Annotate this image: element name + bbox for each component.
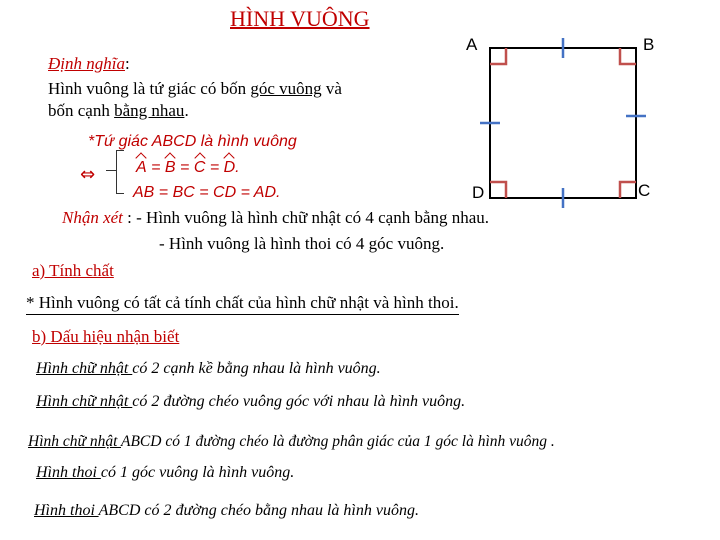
- angle-c: C: [193, 159, 206, 176]
- sign-5-subject: Hình thoi: [34, 502, 99, 519]
- sign-3-subject: Hình chữ nhật: [28, 433, 121, 450]
- sign-2-subject: Hình chữ nhật: [36, 393, 133, 410]
- statement-line-2: [136, 159, 240, 177]
- eq-3: =: [205, 159, 224, 176]
- angle-b: B: [164, 159, 176, 176]
- sign-4-subject: Hình thoi: [36, 464, 101, 481]
- definition-text-1a: Hình vuông là tứ giác có bốn: [48, 79, 251, 98]
- sign-4: [36, 464, 294, 482]
- remark-text-1: : - Hình vuông là hình chữ nhật có 4 cạnh bằng nhau.: [122, 208, 490, 227]
- equivalence-symbol: ⇔: [80, 164, 96, 185]
- definition-text-1b: góc vuông: [250, 79, 322, 98]
- vertex-a-label: A: [466, 35, 478, 54]
- right-angle-d: [490, 182, 506, 198]
- sign-1-subject: Hình chữ nhật: [36, 360, 133, 377]
- statement-end: .: [235, 159, 240, 176]
- statement-line-3: AB = BC = CD = AD.: [133, 184, 281, 201]
- sign-4-text: có 1 góc vuông là hình vuông.: [100, 464, 295, 481]
- vertex-c-label: C: [638, 181, 651, 200]
- definition-text-1c: và: [321, 79, 342, 98]
- section-a-heading: a) Tính chất: [32, 261, 114, 280]
- sign-1: [36, 360, 381, 378]
- eq-1: =: [146, 159, 165, 176]
- angle-a: A: [136, 159, 147, 176]
- sign-3-text: ABCD có 1 đường chéo là đường phân giác của 1 góc là hình vuông .: [121, 433, 555, 450]
- definition-text-2b: bằng nhau: [114, 101, 185, 120]
- sign-1-text: có 2 cạnh kề bằng nhau là hình vuông.: [132, 360, 381, 377]
- definition-label: Định nghĩa: [48, 54, 125, 73]
- definition-line-2: [48, 100, 189, 121]
- brace: [116, 150, 127, 194]
- page-title: HÌNH VUÔNG: [230, 6, 370, 31]
- statement-line-1: *Tứ giác ABCD là hình vuông: [88, 133, 297, 150]
- definition-line-1: [48, 78, 342, 99]
- property-text: * Hình vuông có tất cả tính chất của hình chữ nhật và hình thoi.: [26, 293, 459, 315]
- sign-5-text: ABCD có 2 đường chéo bằng nhau là hình vuông.: [98, 502, 419, 519]
- right-angle-a: [490, 48, 506, 64]
- remark-label: Nhận xét: [62, 208, 123, 227]
- section-b-heading: b) Dấu hiệu nhận biết: [32, 327, 180, 346]
- vertex-d-label: D: [472, 183, 485, 202]
- square-figure: [460, 28, 700, 208]
- sign-2-text: có 2 đường chéo vuông góc với nhau là hình vuông.: [132, 393, 466, 410]
- definition-text-2c: .: [184, 101, 189, 120]
- right-angle-c: [620, 182, 636, 198]
- definition-text-2a: bốn cạnh: [48, 101, 115, 120]
- sign-3: [28, 433, 555, 451]
- definition-label-line: [48, 54, 130, 74]
- right-angle-b: [620, 48, 636, 64]
- angle-d: D: [223, 159, 236, 176]
- vertex-b-label: B: [643, 35, 655, 54]
- sign-5: [34, 502, 419, 520]
- eq-2: =: [175, 159, 194, 176]
- sign-2: [36, 393, 465, 411]
- brace-tip: [106, 170, 116, 171]
- definition-colon: :: [124, 54, 130, 73]
- remark-line-1: [62, 208, 489, 228]
- remark-line-2: - Hình vuông là hình thoi có 4 góc vuông.: [159, 234, 445, 253]
- square-outline: [490, 48, 636, 198]
